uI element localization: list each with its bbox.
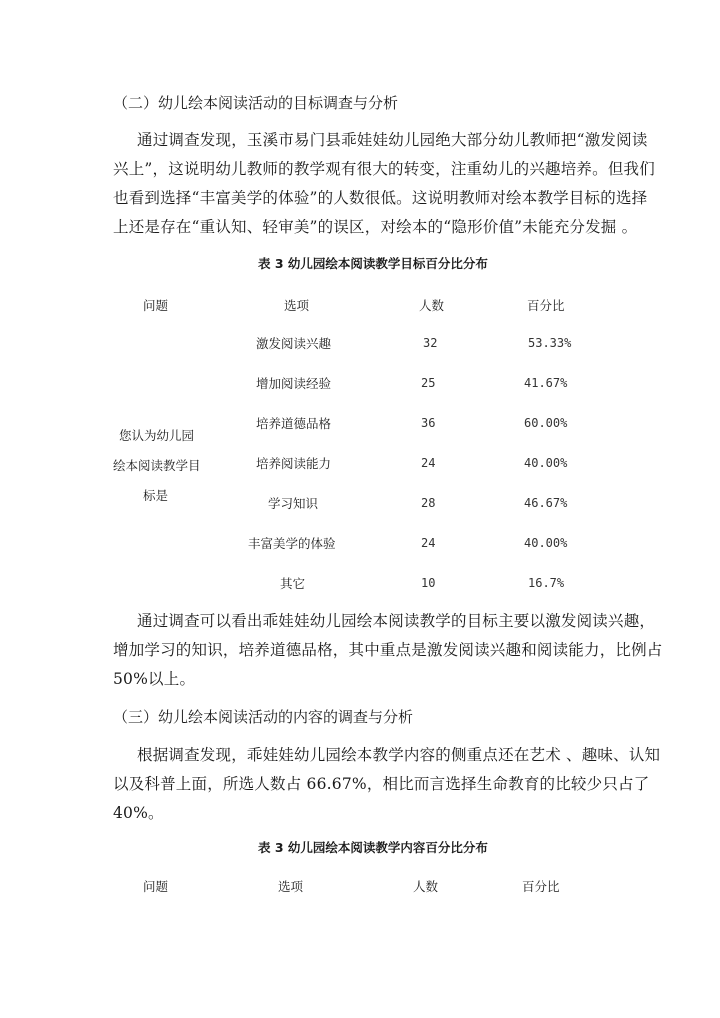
table-row-count: 25: [421, 376, 436, 390]
table-1-question-line: 您认为幼儿园: [119, 428, 195, 443]
table-1-caption: 表 3 幼儿园绘本阅读教学目标百分比分布: [258, 256, 488, 271]
paragraph-line: 增加学习的知识，培养道德品格，其中重点是激发阅读兴趣和阅读能力，比例占: [113, 641, 663, 659]
table-row-count: 36: [421, 416, 436, 430]
table-row-count: 28: [421, 496, 436, 510]
section-2-heading: （二）幼儿绘本阅读活动的目标调查与分析: [113, 94, 399, 112]
table-2-header-percent: 百分比: [522, 879, 560, 894]
table-row-option: 培养阅读能力: [256, 456, 332, 471]
table-row-percent: 40.00%: [524, 456, 568, 470]
table-2-header-question: 问题: [143, 879, 169, 894]
table-row-option: 激发阅读兴趣: [256, 336, 332, 351]
table-row-option: 其它: [280, 576, 306, 591]
paragraph-line: 兴上”，这说明幼儿教师的教学观有很大的转变，注重幼儿的兴趣培养。但我们: [113, 160, 655, 178]
paragraph-line: 50%以上。: [113, 670, 196, 688]
table-row-option: 学习知识: [268, 496, 319, 511]
paragraph-line: 40%。: [113, 804, 164, 822]
table-2-header-option: 选项: [278, 879, 304, 894]
section-3-heading: （三）幼儿绘本阅读活动的内容的调查与分析: [113, 708, 414, 726]
paragraph-line: 以及科普上面，所选人数占 66.67%，相比而言选择生命教育的比较少只占了: [113, 775, 650, 793]
paragraph-line: 通过调查发现，玉溪市易门县乖娃娃幼儿园绝大部分幼儿教师把“激发阅读: [137, 131, 648, 149]
paragraph-line: 根据调查发现，乖娃娃幼儿园绘本教学内容的侧重点还在艺术 、趣味、认知: [137, 746, 661, 764]
table-row-option: 丰富美学的体验: [248, 536, 336, 551]
table-row-percent: 46.67%: [524, 496, 568, 510]
table-row-percent: 40.00%: [524, 536, 568, 550]
table-2-header-count: 人数: [413, 879, 439, 894]
table-row-percent: 41.67%: [524, 376, 568, 390]
table-row-option: 培养道德品格: [256, 416, 332, 431]
table-row-percent: 16.7%: [528, 576, 565, 590]
table-row-percent: 60.00%: [524, 416, 568, 430]
table-1-header-percent: 百分比: [527, 298, 565, 313]
paragraph-line: 上还是存在“重认知、轻审美”的误区，对绘本的“隐形价值”未能充分发掘 。: [113, 218, 638, 236]
paragraph-line: 也看到选择“丰富美学的体验”的人数很低。这说明教师对绘本教学目标的选择: [113, 189, 648, 207]
table-row-count: 24: [421, 536, 436, 550]
table-1-header-count: 人数: [419, 298, 445, 313]
table-1-header-question: 问题: [143, 298, 169, 313]
table-row-count: 24: [421, 456, 436, 470]
table-1-question-line: 绘本阅读教学目: [113, 458, 201, 473]
table-row-count: 10: [421, 576, 436, 590]
table-2-caption: 表 3 幼儿园绘本阅读教学内容百分比分布: [258, 840, 488, 855]
table-row-count: 32: [423, 336, 438, 350]
table-row-percent: 53.33%: [528, 336, 572, 350]
table-1-question-line: 标是: [143, 488, 169, 503]
paragraph-line: 通过调查可以看出乖娃娃幼儿园绘本阅读教学的目标主要以激发阅读兴趣，: [137, 612, 656, 630]
table-row-option: 增加阅读经验: [256, 376, 332, 391]
table-1-header-option: 选项: [284, 298, 310, 313]
